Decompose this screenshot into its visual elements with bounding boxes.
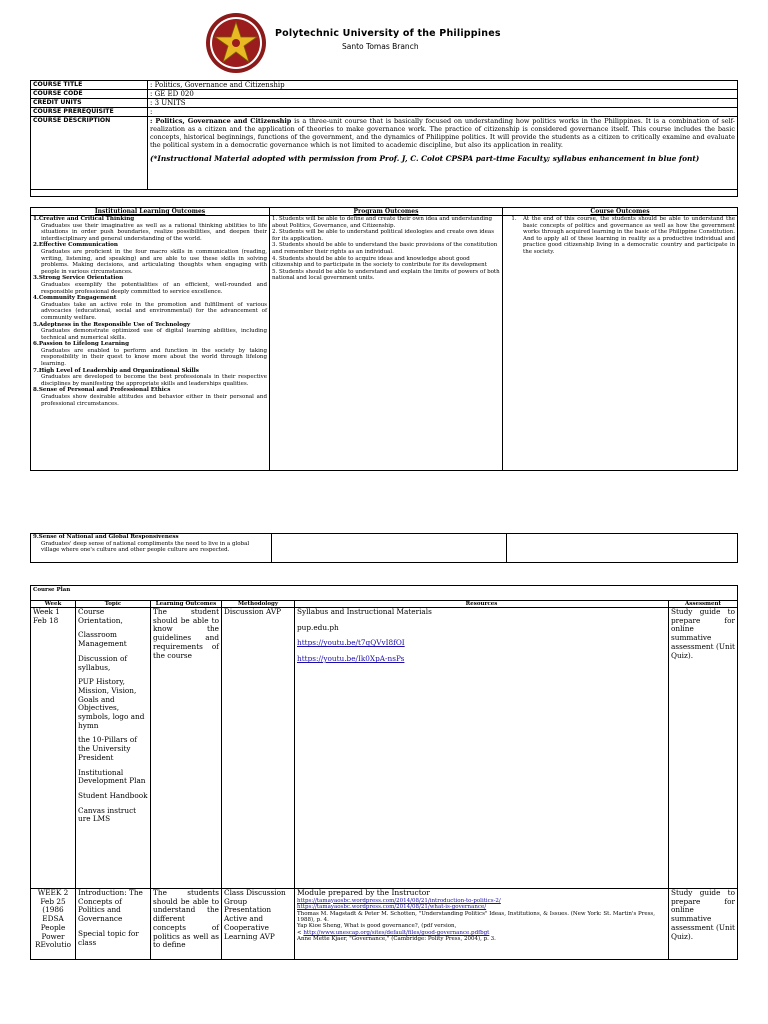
ilo9-co-cell: [507, 534, 738, 563]
week1-cell: Week 1 Feb 18: [31, 608, 76, 889]
ilo-item: [33, 387, 267, 407]
assessment-header: Assessment: [669, 601, 738, 608]
topic-item: Classroom Management: [78, 630, 127, 649]
week2-assessment-cell: Study guide to prepare for online summative assessment (Unit Quiz).: [669, 889, 738, 960]
ilo9-row: [31, 534, 738, 563]
course-title-label: COURSE TITLE: [31, 81, 148, 90]
week2-outcome-cell: The students should be able to understand the different concepts of politics as well as to define: [151, 889, 222, 960]
week2-topic-cell: [76, 889, 151, 960]
ilo-item: [33, 216, 267, 242]
description-body: is a three-unit course that is basically focused on understanding how politics works in the Philippines. It is a combination of self-realization as a citizen and the application of theories to make governance work. The practice of citizenship is considered governance itself. This course includes the basic concepts, historical beginnings, functions of the government, and the dynamics of Philippine politics. It will provide the students as a citizen to critically examine and evaluate the political system in a democratic governance which is not limited to academic discipline, but also its application in reality.: [150, 117, 735, 149]
course-code-label: COURSE CODE: [31, 90, 148, 99]
week1-assessment-cell: Study guide to prepare for online summative assessment (Unit Quiz).: [669, 608, 738, 889]
co-item: [505, 216, 735, 256]
prerequisite-label: COURSE PREREQUISITE: [31, 108, 148, 117]
description-row: [31, 117, 738, 190]
ilo-title: 4.Community Engagement: [33, 295, 117, 302]
outcomes-header: Learning Outcomes: [151, 601, 222, 608]
week1-methodology-cell: Discussion AVP: [222, 608, 295, 889]
plan-row-week1: [31, 608, 738, 889]
reference-1: Thomas M. Magstadt & Peter M. Schotten, "Understanding Politics" Ideas, Institutions, & Issues. (New York: St. Martin's Press, 1988), p. 4.: [297, 910, 655, 923]
ilo-title: 1.Creative and Critical Thinking: [33, 216, 135, 222]
ilo9-cell: [31, 534, 272, 563]
course-plan-table: [30, 585, 738, 960]
topic-item: Introduction: The Concepts of Politics and Governance: [78, 888, 143, 924]
ilo-text: Graduates take an active role in the promotion and fulfillment of various advocacies (educational, social and environmental) for the advancement of community welfare.: [41, 301, 267, 321]
ilo-text: Graduates exemplify the potentialities of an efficient, well-rounded and responsible professional deeply committed to service excellence.: [41, 281, 267, 295]
week-header: Week: [31, 601, 76, 608]
course-plan-caption-row: [31, 586, 738, 601]
ilo-text: Graduates use their imaginative as well as a rational thinking abilities to life situations in order push boundaries, realize possibilities, and deepen their interdisciplinary and general understanding of the world.: [41, 222, 267, 242]
resources-header: Resources: [295, 601, 669, 608]
reference-2: Yap Kioe Sheng, What is good governance?, (pdf version,: [297, 923, 457, 930]
po-item: 1. Students will be able to define and create their own idea and understanding about Politics, Governance, and Citizenship.: [272, 216, 493, 229]
credit-units-label: CREDIT UNITS: [31, 99, 148, 108]
course-info-table: [30, 80, 738, 197]
methodology-header: Methodology: [222, 601, 295, 608]
reference-link[interactable]: http://www.unescap.org/sites/default/files/good-governance.pdfbgt: [303, 929, 490, 936]
po-cell: [270, 216, 503, 471]
ilo-title: 5.Adeptness in the Responsible Use of Technology: [33, 321, 191, 328]
reference-4: Anne Mette Kjaer, "Governance," (Cambridge: Polity Press, 2004), p. 3.: [297, 936, 496, 943]
reading-link-2[interactable]: https://tamayaosbc.wordpress.com/2014/08/21/what-is-governance/: [297, 904, 487, 911]
co-cell: [503, 216, 738, 471]
youtube-link-1[interactable]: https://youtu.be/t7qQVvI8fOI: [297, 638, 405, 648]
ilo9-table: [30, 533, 738, 563]
resource-item: pup.edu.ph: [297, 622, 339, 632]
description-lead: : Politics, Governance and Citizenship: [150, 117, 292, 125]
ilo9-po-cell: [272, 534, 507, 563]
topic-item: Special topic for class: [78, 928, 139, 947]
ilo-cell: [31, 216, 270, 471]
ilo-item: [33, 275, 267, 295]
instructional-note: (*Instructional Material adopted with permission from Prof. J, C. Colot CPSPA part-time Faculty; syllabus enhancement in blue font): [150, 154, 700, 163]
week1-resources-cell: [295, 608, 669, 889]
spacer-row: [31, 190, 738, 197]
week2-cell: WEEK 2 Feb 25 (1986 EDSA People Power REvolutio: [31, 889, 76, 960]
reading-link-1[interactable]: https://tamayaosbc.wordpress.com/2014/08/21/introduction-to-politics-2/: [297, 897, 501, 904]
topic-item: PUP History, Mission, Vision, Goals and Objectives, symbols, logo and hymn: [78, 677, 145, 730]
spacer-cell: [31, 190, 738, 197]
ilo-item: [33, 341, 267, 367]
ilo-item: [33, 295, 267, 321]
course-title-value: : Politics, Governance and Citizenship: [148, 81, 738, 90]
week2-resources-cell: Module prepared by the Instructor https://tamayaosbc.wordpress.com/2014/08/21/introduction-to-politics-2/ https://tamayaosbc.wordpress.com/2014/08/21/what-is-governance/ Thomas M. Magstadt & Peter M. Schotten, "Understanding Politics" Ideas, Institutions, & Issues. (New York: St. Martin's Press, 1988), p. 4. Yap Kioe Sheng, What is good governance?, (pdf version, < http://www.unescap.org/sites/default/files/good-governance.pdfbgt Anne Mette Kjaer, "Governance," (Cambridge: Polity Press, 2004), p. 3.: [295, 889, 669, 960]
topic-item: Canvas instruct ure LMS: [78, 805, 137, 824]
outcomes-header-row: [31, 208, 738, 216]
topic-item: Course Orientation,: [78, 607, 123, 625]
prerequisite-row: [31, 108, 738, 117]
ilo-title: 7.High Level of Leadership and Organizational Skills: [33, 367, 199, 374]
credit-units-row: [31, 99, 738, 108]
co-header: Course Outcomes: [503, 208, 738, 216]
topic-item: Discussion of syllabus,: [78, 653, 128, 672]
ilo-text: Graduates show desirable attitudes and behavior either in their personal and professional circumstances.: [41, 394, 267, 407]
po-item: 5. Students should be able to understand and explain the limits of powers of both national and local government units.: [272, 268, 500, 282]
plan-row-week2: [31, 889, 738, 960]
course-plan-caption: Course Plan: [31, 586, 738, 601]
module-title: Module prepared by the Instructor: [297, 888, 430, 897]
po-item: 3. Students should be able to understand the basic provisions of the constitution and remember their rights as an individual.: [272, 242, 498, 255]
topic-header: Topic: [76, 601, 151, 608]
prerequisite-value: :: [148, 108, 738, 117]
ilo9-title: 9.Sense of National and Global Responsiveness: [33, 534, 179, 540]
week1-outcome-cell: The student should be able to know the guidelines and requirements of the course: [151, 608, 222, 889]
description-label: COURSE DESCRIPTION: [31, 117, 148, 190]
outcomes-table: [30, 207, 738, 471]
ilo-title: 2.Effective Communication: [33, 242, 118, 249]
ilo-header: Institutional Learning Outcomes: [31, 208, 270, 216]
branch-name: Santo Tomas Branch: [342, 42, 419, 51]
ilo-title: 3.Strong Service Orientation: [33, 275, 124, 282]
university-name: Polytechnic University of the Philippines: [275, 28, 501, 39]
course-description: [148, 117, 738, 190]
po-item: 2. Students will be able to understand political ideologies and create own ideas for its application.: [272, 229, 495, 242]
course-title-row: [31, 81, 738, 90]
ilo-text: Graduates are proficient in the four macro skills in communication (reading, writing, listening, and speaking) and are able to use these skills in solving problems. Making decisions, and articulating thoughts when engaging with people in various circumstances.: [41, 248, 267, 275]
credit-units-value: : 3 UNITS: [148, 99, 738, 108]
co-number: 1.: [511, 216, 517, 222]
topic-item: the 10-Pillars of the University President: [78, 735, 137, 762]
course-code-row: [31, 90, 738, 99]
course-code-value: : GE ED 020: [148, 90, 738, 99]
university-seal-icon: [205, 12, 267, 74]
ilo-text: Graduates are developed to become the best professionals in their respective disciplines by manifesting the appropriate skills and leaderships qualities.: [41, 374, 267, 387]
ilo-item: [33, 322, 267, 342]
ilo-title: 6.Passion to Lifelong Learning: [33, 341, 129, 348]
ilo9-text: Graduates' deep sense of national compliments the need to live in a global village where one's culture and other people culture are respected.: [41, 540, 250, 554]
week2-methodology-cell: Class Discussion Group Presentation Active and Cooperative Learning AVP: [222, 889, 295, 960]
po-header: Program Outcomes: [270, 208, 503, 216]
ilo-item: [33, 242, 267, 275]
youtube-link-2[interactable]: https://youtu.be/Ik0XpA-nsPs: [297, 654, 405, 664]
ilo-text: Graduates are enabled to perform and function in the society by taking responsibility in their quest to know more about the world through lifelong learning.: [41, 347, 267, 368]
co-text: At the end of this course, the students should be able to understand the basic concepts of politics and governance as well as how the government works through acquired learning in the basic of the Philippine Constitution. And to apply all of these learning in reality as a productive individual and practice good citizenship living in a democratic country and participate in the society.: [523, 216, 735, 255]
outcomes-body-row: [31, 216, 738, 471]
resource-item: Syllabus and Instructional Materials: [297, 607, 432, 616]
ilo-item: [33, 368, 267, 388]
ilo-text: Graduates demonstrate optimized use of digital learning abilities, including technical and numerical skills.: [41, 328, 267, 341]
ilo-title: 8.Sense of Personal and Professional Ethics: [33, 387, 171, 394]
topic-item: Student Handbook: [78, 790, 148, 800]
po-item: 4. Students should be able to acquire ideas and knowledge about good citizenship and to participate in the society to contribute for its development: [272, 255, 487, 269]
week1-topic-cell: [76, 608, 151, 889]
topic-item: Institutional Development Plan: [78, 767, 146, 786]
